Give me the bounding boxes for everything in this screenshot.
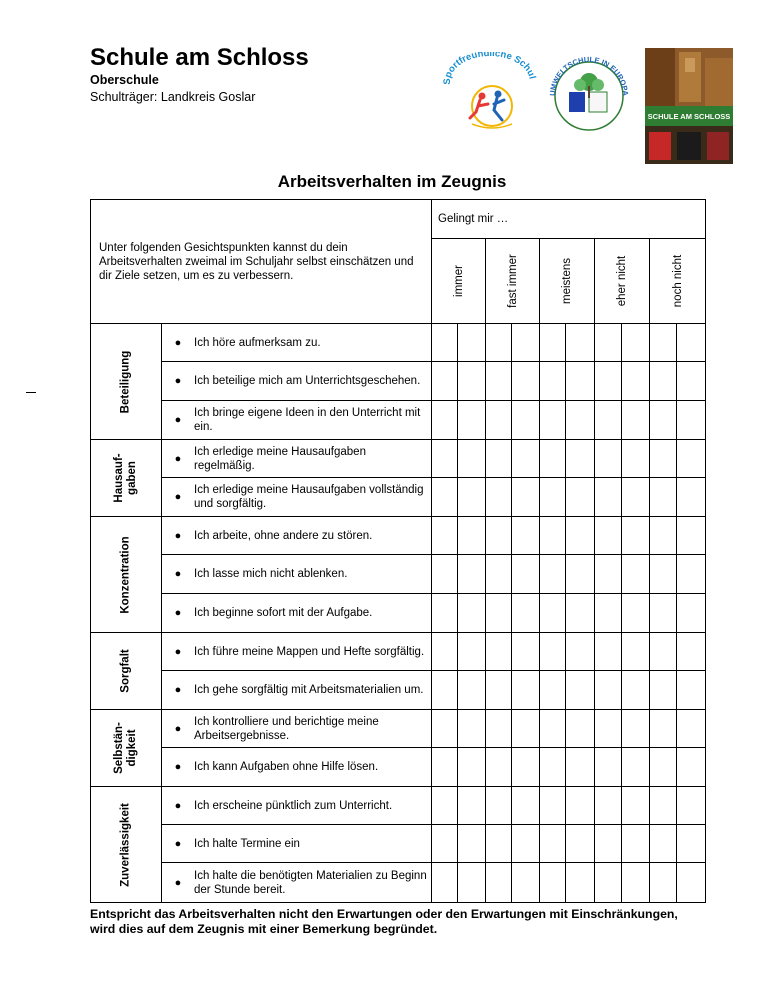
footer-note: Entspricht das Arbeitsverhalten nicht den Erwartungen oder den Erwartungen mit Einschränkungen, wird dies auf dem Zeugnis mit einer Bemerkung begründet. xyxy=(90,907,678,936)
rating-box[interactable] xyxy=(486,478,512,517)
rating-box[interactable] xyxy=(432,324,458,362)
rating-box[interactable] xyxy=(432,517,458,555)
category-label: Konzentration xyxy=(119,535,132,614)
criterion-text: Ich erledige meine Hausaufgaben regelmäßig. xyxy=(194,445,366,472)
rating-box[interactable] xyxy=(622,555,650,594)
rating-box[interactable] xyxy=(458,710,486,748)
rating-box[interactable] xyxy=(622,863,650,903)
criterion-text: Ich kontrolliere und berichtige meine Arbeitsergebnisse. xyxy=(194,715,379,742)
rating-box[interactable] xyxy=(595,440,622,478)
rating-box[interactable] xyxy=(677,594,706,633)
criterion-cell xyxy=(162,633,432,671)
criterion-cell xyxy=(162,362,432,401)
category-cell xyxy=(91,324,162,440)
rating-box[interactable] xyxy=(595,825,622,863)
rating-box[interactable] xyxy=(512,362,540,401)
rating-box[interactable] xyxy=(566,787,595,825)
criterion-text: Ich halte die benötigten Materialien zu Beginn der Stunde bereit. xyxy=(194,869,427,896)
column-header xyxy=(432,239,486,324)
rating-box[interactable] xyxy=(566,555,595,594)
rating-box[interactable] xyxy=(540,671,566,710)
rating-box[interactable] xyxy=(432,825,458,863)
table-row xyxy=(91,787,706,825)
rating-box[interactable] xyxy=(540,594,566,633)
rating-box[interactable] xyxy=(622,594,650,633)
rating-box[interactable] xyxy=(512,401,540,440)
rating-box[interactable] xyxy=(650,863,677,903)
bullet-icon: ● xyxy=(174,568,182,580)
rating-box[interactable] xyxy=(486,517,512,555)
rating-box[interactable] xyxy=(486,825,512,863)
rating-box[interactable] xyxy=(512,555,540,594)
rating-box[interactable] xyxy=(458,440,486,478)
rating-box[interactable] xyxy=(458,517,486,555)
rating-box[interactable] xyxy=(677,555,706,594)
logo1-text: Sportfreundliche Schul xyxy=(442,52,538,85)
bullet-icon: ● xyxy=(174,876,182,889)
table-row xyxy=(91,401,706,440)
rating-box[interactable] xyxy=(650,324,677,362)
rating-box[interactable] xyxy=(677,362,706,401)
rating-box[interactable] xyxy=(566,863,595,903)
school-type: Oberschule xyxy=(90,73,159,87)
rating-box[interactable] xyxy=(650,710,677,748)
criterion-cell xyxy=(162,671,432,710)
criterion-cell xyxy=(162,825,432,863)
rating-box[interactable] xyxy=(677,633,706,671)
bullet-icon: ● xyxy=(174,375,182,387)
table-row xyxy=(91,362,706,401)
rating-box[interactable] xyxy=(432,633,458,671)
rating-box[interactable] xyxy=(486,440,512,478)
rating-box[interactable] xyxy=(566,478,595,517)
rating-box[interactable] xyxy=(595,594,622,633)
rating-box[interactable] xyxy=(486,401,512,440)
margin-mark xyxy=(26,392,36,393)
table-row xyxy=(91,324,706,362)
rating-box[interactable] xyxy=(432,362,458,401)
column-header xyxy=(540,239,595,324)
rating-box[interactable] xyxy=(512,787,540,825)
category-cell xyxy=(91,517,162,633)
rating-box[interactable] xyxy=(540,863,566,903)
rating-box[interactable] xyxy=(432,401,458,440)
rating-box[interactable] xyxy=(512,478,540,517)
bullet-icon: ● xyxy=(174,452,182,465)
rating-box[interactable] xyxy=(595,671,622,710)
table-row xyxy=(91,633,706,671)
rating-box[interactable] xyxy=(486,671,512,710)
rating-box[interactable] xyxy=(622,401,650,440)
category-cell xyxy=(91,633,162,710)
column-header-label: fast immer xyxy=(506,254,519,308)
rating-box[interactable] xyxy=(677,863,706,903)
rating-box[interactable] xyxy=(566,401,595,440)
rating-box[interactable] xyxy=(650,517,677,555)
rating-box[interactable] xyxy=(650,362,677,401)
rating-box[interactable] xyxy=(677,401,706,440)
rating-box[interactable] xyxy=(622,825,650,863)
rating-box[interactable] xyxy=(486,324,512,362)
rating-box[interactable] xyxy=(677,517,706,555)
rating-box[interactable] xyxy=(677,825,706,863)
rating-box[interactable] xyxy=(458,825,486,863)
bullet-icon: ● xyxy=(174,336,182,349)
rating-box[interactable] xyxy=(486,555,512,594)
rating-box[interactable] xyxy=(458,478,486,517)
rating-box[interactable] xyxy=(622,633,650,671)
rating-box[interactable] xyxy=(432,863,458,903)
criterion-text: Ich beginne sofort mit der Aufgabe. xyxy=(194,607,373,619)
table-row xyxy=(91,863,706,903)
category-label: Hausauf- gaben xyxy=(113,453,138,503)
rating-box[interactable] xyxy=(595,324,622,362)
rating-box[interactable] xyxy=(566,362,595,401)
rating-box[interactable] xyxy=(650,748,677,787)
rating-box[interactable] xyxy=(512,825,540,863)
criterion-text: Ich halte Termine ein xyxy=(194,837,300,850)
rating-box[interactable] xyxy=(458,362,486,401)
rating-box[interactable] xyxy=(486,633,512,671)
rating-box[interactable] xyxy=(595,710,622,748)
rating-box[interactable] xyxy=(595,401,622,440)
table-row xyxy=(91,594,706,633)
rating-box[interactable] xyxy=(540,401,566,440)
rating-box[interactable] xyxy=(677,324,706,362)
criterion-cell xyxy=(162,594,432,633)
bullet-icon: ● xyxy=(174,684,182,696)
rating-box[interactable] xyxy=(595,787,622,825)
column-header xyxy=(650,239,706,324)
rating-box[interactable] xyxy=(622,362,650,401)
rating-box[interactable] xyxy=(566,517,595,555)
rating-box[interactable] xyxy=(595,863,622,903)
rating-box[interactable] xyxy=(512,748,540,787)
criterion-cell xyxy=(162,517,432,555)
logo2-text: UMWELTSCHULE IN EUROPA xyxy=(547,54,631,97)
svg-text:Sportfreundliche Schule xyxy=(442,52,538,85)
rating-box[interactable] xyxy=(540,440,566,478)
rating-box[interactable] xyxy=(458,748,486,787)
rating-box[interactable] xyxy=(566,594,595,633)
bullet-icon: ● xyxy=(174,761,182,773)
criterion-text: Ich erscheine pünktlich zum Unterricht. xyxy=(194,799,393,812)
rating-box[interactable] xyxy=(595,748,622,787)
criterion-cell xyxy=(162,710,432,748)
column-header xyxy=(595,239,650,324)
criterion-cell xyxy=(162,863,432,903)
rating-box[interactable] xyxy=(512,863,540,903)
rating-box[interactable] xyxy=(540,710,566,748)
rating-box[interactable] xyxy=(540,825,566,863)
rating-box[interactable] xyxy=(540,555,566,594)
criterion-cell xyxy=(162,324,432,362)
rating-box[interactable] xyxy=(650,594,677,633)
rating-box[interactable] xyxy=(486,710,512,748)
criterion-cell xyxy=(162,748,432,787)
category-cell xyxy=(91,710,162,787)
rating-box[interactable] xyxy=(432,555,458,594)
rating-box[interactable] xyxy=(432,594,458,633)
bullet-icon: ● xyxy=(174,607,182,619)
rating-box[interactable] xyxy=(622,324,650,362)
category-cell xyxy=(91,787,162,903)
category-cell xyxy=(91,440,162,517)
bullet-icon: ● xyxy=(174,837,182,850)
criterion-text: Ich beteilige mich am Unterrichtsgeschehen. xyxy=(194,375,421,387)
bullet-icon: ● xyxy=(174,799,182,812)
rating-box[interactable] xyxy=(432,440,458,478)
rating-box[interactable] xyxy=(512,671,540,710)
rating-box[interactable] xyxy=(650,555,677,594)
category-label: Zuverlässigkeit xyxy=(119,802,132,887)
rating-box[interactable] xyxy=(622,787,650,825)
rating-box[interactable] xyxy=(512,633,540,671)
criterion-cell xyxy=(162,440,432,478)
school-carrier: Schulträger: Landkreis Goslar xyxy=(90,90,256,104)
rating-box[interactable] xyxy=(595,478,622,517)
school-name: Schule am Schloss xyxy=(90,44,309,71)
rating-box[interactable] xyxy=(486,748,512,787)
category-label: Selbstän- digkeit xyxy=(113,722,138,774)
category-label: Beteiligung xyxy=(119,350,132,413)
rating-box[interactable] xyxy=(650,671,677,710)
rating-box[interactable] xyxy=(512,440,540,478)
bullet-icon: ● xyxy=(174,645,182,658)
intro-text: Unter folgenden Gesichtspunkten kannst du dein Arbeitsverhalten zweimal im Schuljahr selbst einschätzen und dir Ziele setzen, um es zu verbessern. xyxy=(91,200,432,324)
rating-box[interactable] xyxy=(650,440,677,478)
criterion-cell xyxy=(162,401,432,440)
self-assessment-table xyxy=(90,199,706,903)
rating-box[interactable] xyxy=(540,324,566,362)
criterion-text: Ich bringe eigene Ideen in den Unterricht mit ein. xyxy=(194,407,421,433)
rating-box[interactable] xyxy=(622,710,650,748)
rating-box[interactable] xyxy=(512,517,540,555)
criterion-text: Ich lasse mich nicht ablenken. xyxy=(194,568,348,580)
rating-box[interactable] xyxy=(622,478,650,517)
rating-box[interactable] xyxy=(540,478,566,517)
rating-box[interactable] xyxy=(458,594,486,633)
criterion-text: Ich höre aufmerksam zu. xyxy=(194,336,321,349)
table-row xyxy=(91,440,706,478)
criterion-cell xyxy=(162,787,432,825)
rating-box[interactable] xyxy=(458,555,486,594)
rating-box[interactable] xyxy=(595,555,622,594)
document-title: Arbeitsverhalten im Zeugnis xyxy=(277,172,507,191)
rating-box[interactable] xyxy=(677,478,706,517)
rating-box[interactable] xyxy=(566,825,595,863)
bullet-icon: ● xyxy=(174,722,182,735)
rating-box[interactable] xyxy=(622,440,650,478)
table-row xyxy=(91,517,706,555)
logo3-text: SCHULE AM SCHLOSS xyxy=(647,112,731,121)
rating-box[interactable] xyxy=(595,517,622,555)
rating-box[interactable] xyxy=(566,748,595,787)
rating-box[interactable] xyxy=(432,478,458,517)
rating-box[interactable] xyxy=(458,633,486,671)
rating-box[interactable] xyxy=(595,362,622,401)
rating-box[interactable] xyxy=(458,671,486,710)
rating-box[interactable] xyxy=(595,633,622,671)
bullet-icon: ● xyxy=(174,491,182,503)
rating-box[interactable] xyxy=(566,671,595,710)
rating-box[interactable] xyxy=(650,787,677,825)
rating-box[interactable] xyxy=(566,324,595,362)
rating-box[interactable] xyxy=(458,324,486,362)
rating-box[interactable] xyxy=(650,401,677,440)
column-header-label: immer xyxy=(452,265,465,297)
rating-box[interactable] xyxy=(566,633,595,671)
rating-box[interactable] xyxy=(622,748,650,787)
table-row xyxy=(91,671,706,710)
rating-box[interactable] xyxy=(566,440,595,478)
school-building-photo-logo xyxy=(645,48,733,164)
column-header-label: noch nicht xyxy=(671,254,684,308)
rating-box[interactable] xyxy=(540,748,566,787)
rating-box[interactable] xyxy=(677,710,706,748)
criterion-text: Ich erledige meine Hausaufgaben vollständig und sorgfältig. xyxy=(194,484,424,510)
bullet-icon: ● xyxy=(174,529,182,542)
rating-box[interactable] xyxy=(512,710,540,748)
rating-box[interactable] xyxy=(432,671,458,710)
umweltschule-in-europa-logo xyxy=(545,52,633,132)
rating-box[interactable] xyxy=(486,594,512,633)
criterion-cell xyxy=(162,478,432,517)
rating-box[interactable] xyxy=(650,478,677,517)
rating-box[interactable] xyxy=(486,787,512,825)
rating-box[interactable] xyxy=(458,401,486,440)
rating-box[interactable] xyxy=(622,517,650,555)
rating-box[interactable] xyxy=(540,362,566,401)
criterion-text: Ich kann Aufgaben ohne Hilfe lösen. xyxy=(194,761,379,773)
rating-box[interactable] xyxy=(622,671,650,710)
criterion-text: Ich führe meine Mappen und Hefte sorgfältig. xyxy=(194,645,425,658)
rating-box[interactable] xyxy=(512,324,540,362)
rating-box[interactable] xyxy=(458,787,486,825)
table-row xyxy=(91,710,706,748)
bullet-icon: ● xyxy=(174,414,182,426)
column-header xyxy=(486,239,540,324)
column-header-label: eher nicht xyxy=(616,255,628,307)
rating-box[interactable] xyxy=(458,863,486,903)
table-row xyxy=(91,555,706,594)
rating-box[interactable] xyxy=(486,362,512,401)
sportfreundliche-schule-logo xyxy=(442,52,538,134)
rating-box[interactable] xyxy=(432,710,458,748)
rating-box[interactable] xyxy=(677,748,706,787)
rating-box[interactable] xyxy=(540,517,566,555)
rating-box[interactable] xyxy=(650,825,677,863)
rating-box[interactable] xyxy=(677,440,706,478)
criterion-text: Ich arbeite, ohne andere zu stören. xyxy=(194,529,373,542)
rating-box[interactable] xyxy=(432,787,458,825)
rating-box[interactable] xyxy=(540,787,566,825)
column-header-label: meistens xyxy=(561,257,573,305)
rating-box[interactable] xyxy=(566,710,595,748)
criterion-cell xyxy=(162,555,432,594)
rating-box[interactable] xyxy=(677,671,706,710)
rating-box[interactable] xyxy=(650,633,677,671)
gelingt-header: Gelingt mir … xyxy=(432,200,706,239)
rating-box[interactable] xyxy=(432,748,458,787)
rating-box[interactable] xyxy=(512,594,540,633)
table-row xyxy=(91,478,706,517)
rating-box[interactable] xyxy=(540,633,566,671)
rating-box[interactable] xyxy=(486,863,512,903)
rating-box[interactable] xyxy=(677,787,706,825)
category-label: Sorgfalt xyxy=(119,649,132,693)
criterion-text: Ich gehe sorgfältig mit Arbeitsmaterialien um. xyxy=(194,684,424,696)
table-row xyxy=(91,748,706,787)
table-row xyxy=(91,825,706,863)
